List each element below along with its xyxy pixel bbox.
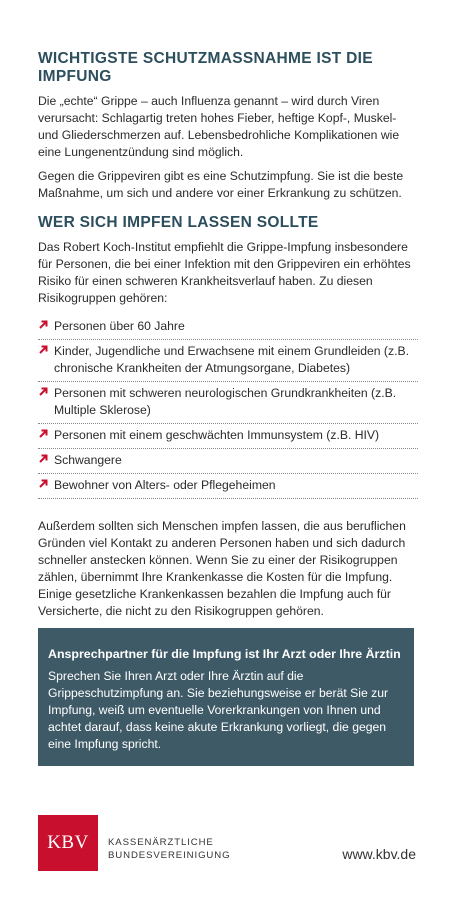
risk-group-label: Kinder, Jugendliche und Erwachsene mit einem Grundleiden (z.B. chronische Krankheiten der Atmungsorgane, Diabetes)	[54, 344, 409, 375]
list-item	[38, 424, 418, 449]
website-link[interactable]: www.kbv.de	[342, 846, 416, 862]
logo-text: KBV	[47, 832, 89, 853]
list-item	[38, 340, 418, 382]
contact-info-box	[38, 628, 414, 766]
list-item	[38, 315, 418, 340]
section-heading-who-should-vaccinate: WER SICH IMPFEN LASSEN SOLLTE	[38, 214, 319, 231]
footer	[38, 815, 418, 875]
paragraph-vaccination-benefit: Gegen die Grippeviren gibt es eine Schutzimpfung. Sie ist die beste Maßnahme, um sich und andere vor einer Erkrankung zu schützen.	[38, 169, 404, 200]
arrow-up-right-icon	[38, 478, 49, 489]
paragraph-additional-recommendation: Außerdem sollten sich Menschen impfen lassen, die aus beruflichen Gründen viel Kontakt zu anderen Personen haben und sich dadurch schneller anstecken können. Wenn Sie zu einer der Risikogruppen zählen, übernimmt Ihre Krankenkasse die Kosten für die Impfung. Einige gesetzliche Krankenkassen bezahlen die Impfung auch für Versicherte, die nicht zu den Risikogruppen gehören.	[38, 519, 406, 618]
arrow-up-right-icon	[38, 386, 49, 397]
kbv-logo	[38, 815, 98, 871]
organization-name-line-2: BUNDESVEREINIGUNG	[108, 850, 231, 861]
risk-group-label: Personen über 60 Jahre	[54, 319, 185, 333]
organization-name-line-1: KASSENÄRZTLICHE	[108, 837, 214, 848]
arrow-up-right-icon	[38, 319, 49, 330]
arrow-up-right-icon	[38, 453, 49, 464]
risk-group-label: Bewohner von Alters- oder Pflegeheimen	[54, 478, 276, 492]
paragraph-rki-recommendation: Das Robert Koch-Institut empfiehlt die Grippe-Impfung insbesondere für Personen, die bei einer Infektion mit den Grippeviren ein erhöhtes Risiko für einen schweren Krankheitsverlauf haben. Zu diesen Risikogruppen gehören:	[38, 240, 411, 305]
list-item	[38, 449, 418, 474]
risk-group-label: Personen mit einem geschwächten Immunsystem (z.B. HIV)	[54, 428, 380, 442]
list-item	[38, 382, 418, 424]
section-heading-vaccination: WICHTIGSTE SCHUTZMASSNAHME IST DIE IMPFUNG	[38, 50, 373, 85]
content-column	[38, 50, 418, 627]
list-item	[38, 474, 418, 499]
info-box-text: Sprechen Sie Ihren Arzt oder Ihre Ärztin auf die Grippeschutzimpfung an. Sie beziehungsweise er berät Sie zur Impfung, weiß um eventuelle Vorerkrankungen von Ihnen und achtet darauf, dass keine akute Erkrankung vorliegt, die gegen eine Impfung spricht.	[48, 669, 389, 751]
info-box-title: Ansprechpartner für die Impfung ist Ihr Arzt oder Ihre Ärztin	[48, 647, 401, 661]
arrow-up-right-icon	[38, 428, 49, 439]
risk-group-label: Schwangere	[54, 453, 122, 467]
paragraph-flu-description: Die „echte“ Grippe – auch Influenza genannt – wird durch Viren verursacht: Schlagartig treten hohes Fieber, heftige Kopf-, Muskel- und Gliederschmerzen auf. Lebensbedrohliche Komplikationen wie eine Lungenentzündung sind möglich.	[38, 94, 400, 159]
organization-name	[108, 836, 230, 862]
risk-group-label: Personen mit schweren neurologischen Grundkrankheiten (z.B. Multiple Sklerose)	[54, 386, 397, 417]
risk-group-list	[38, 315, 418, 499]
arrow-up-right-icon	[38, 344, 49, 355]
